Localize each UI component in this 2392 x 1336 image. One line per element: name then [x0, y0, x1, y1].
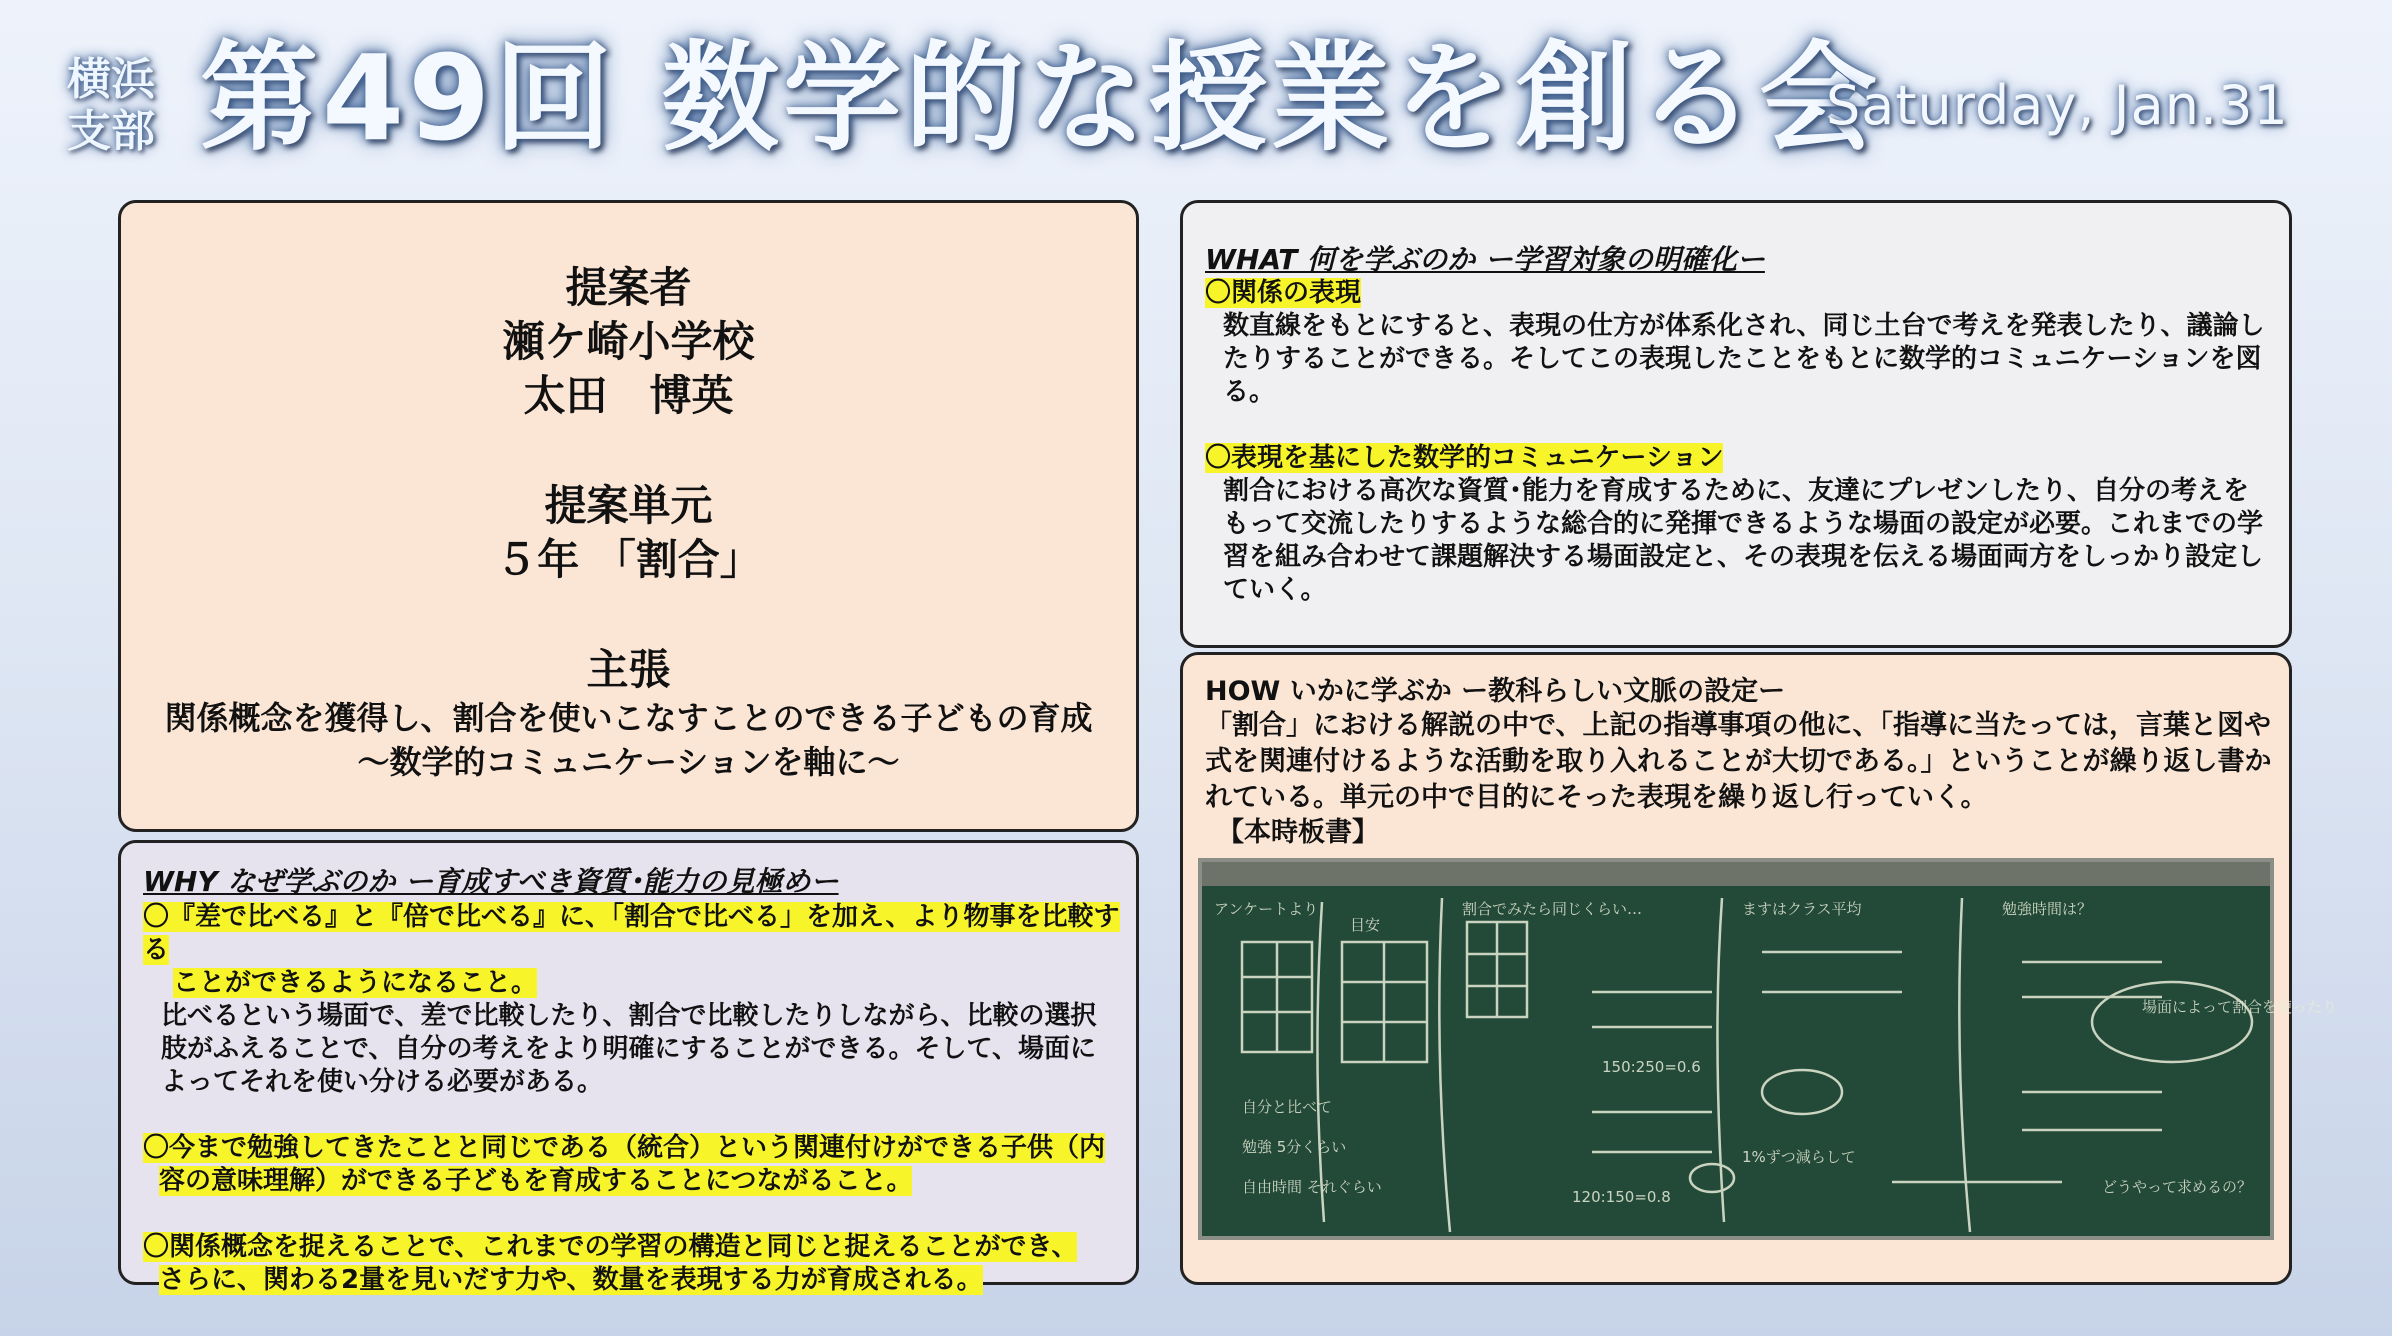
why-point1-body: 比べるという場面で、差で比較したり、割合で比較したりしながら、比較の選択肢がふえることで、自分の考えをより明確にすることができる。そして、場面によってそれを使い分ける必要がある。	[161, 1001, 1097, 1097]
why-title: WHY なぜ学ぶのか ー育成すべき資質･能力の見極めー	[143, 865, 839, 898]
svg-text:アンケートより: アンケートより	[1214, 900, 1319, 918]
claim-text: 関係概念を獲得し、割合を使いこなすことのできる子どもの育成	[164, 699, 1093, 737]
what-point1-body: 数直線をもとにすると、表現の仕方が体系化され、同じ土台で考えを発表したり、議論したりすることができる。そしてこの表現したことをもとに数学的コミュニケーションを図る。	[1223, 311, 2265, 407]
unit-name: ５年 「割合」	[495, 535, 762, 584]
page-title: 第49回 数学的な授業を創る会	[200, 29, 1882, 167]
svg-text:120:150=0.8: 120:150=0.8	[1572, 1188, 1671, 1206]
title-bar	[0, 0, 2392, 180]
svg-text:場面によって割合を使ったり: 場面によって割合を使ったり	[2142, 998, 2338, 1016]
proposer-label: 提案者	[565, 263, 692, 312]
what-point1: 〇関係の表現	[1205, 278, 1362, 308]
chalkboard-photo	[1198, 858, 2338, 1240]
why-point3-cont: さらに、関わる2量を見いだす力や、数量を表現する力が育成される。	[159, 1265, 983, 1295]
svg-text:自由時間 それぐらい: 自由時間 それぐらい	[1242, 1178, 1382, 1196]
svg-text:自分と比べて: 自分と比べて	[1242, 1098, 1333, 1116]
what-title: WHAT 何を学ぶのか ー学習対象の明確化ー	[1205, 243, 1765, 276]
why-point2: 〇今まで勉強してきたことと同じである（統合）という関連付けができる子供（内	[143, 1133, 1106, 1163]
what-point2-body: 割合における高次な資質･能力を育成するために、友達にプレゼンしたり、自分の考えをもって交流したりするような総合的に発揮できるような場面の設定が必要。これまでの学習を組み合わせて課題解決する場面設定と、その表現を伝える場面両方をしっかり設定していく。	[1223, 476, 2264, 605]
how-body: 「割合」における解説の中で、上記の指導事項の他に、「指導に当たっては，言葉と図や式を関連付けるような活動を取り入れることが大切である。」ということが繰り返し書かれている。単元の中で目的にそった表現を繰り返し行っていく。	[1205, 710, 2272, 813]
svg-text:ますはクラス平均: ますはクラス平均	[1742, 900, 1862, 918]
svg-text:どうやって求めるの？: どうやって求めるの？	[2102, 1178, 2253, 1196]
why-point1: 〇『差で比べる』と『倍で比べる』に、「割合で比べる」を加え、より物事を比較する	[143, 902, 1120, 965]
svg-text:割合でみたら同じくらい…: 割合でみたら同じくらい…	[1462, 900, 1643, 918]
claim-subtitle: ～数学的コミュニケーションを軸に～	[357, 743, 900, 781]
branch-line1: 横浜	[67, 54, 155, 105]
why-point2-cont: 容の意味理解）ができる子どもを育成することにつながること。	[159, 1166, 913, 1196]
svg-text:目安: 目安	[1350, 916, 1381, 934]
event-date: Saturday, Jan.31	[1826, 74, 2289, 137]
branch-label	[56, 54, 166, 158]
why-panel	[118, 840, 1139, 1295]
what-point2: 〇表現を基にした数学的コミュニケーション	[1205, 443, 1724, 473]
why-point3: 〇関係概念を捉えることで、これまでの学習の構造と同じと捉えることができ、	[143, 1232, 1078, 1262]
svg-text:勉強時間は？: 勉強時間は？	[2002, 900, 2093, 918]
how-title: HOW いかに学ぶか ー教科らしい文脈の設定ー	[1205, 676, 1786, 707]
svg-text:勉強 5分くらい: 勉強 5分くらい	[1242, 1138, 1347, 1156]
what-panel	[1180, 200, 2292, 648]
chalkboard-drawing	[1202, 862, 2338, 1236]
svg-text:1%ずつ減らして: 1%ずつ減らして	[1742, 1148, 1856, 1166]
school-name: 瀬ケ崎小学校	[502, 317, 755, 366]
unit-label: 提案単元	[544, 481, 713, 530]
proposer-name: 太田 博英	[523, 371, 734, 420]
claim-label: 主張	[586, 645, 671, 694]
why-point1-cont: ことができるようになること。	[173, 968, 538, 998]
proposer-panel	[118, 200, 1139, 832]
board-label: 【本時板書】	[1217, 817, 1379, 848]
branch-line2: 支部	[67, 106, 155, 157]
svg-text:150:250=0.6: 150:250=0.6	[1602, 1058, 1701, 1076]
